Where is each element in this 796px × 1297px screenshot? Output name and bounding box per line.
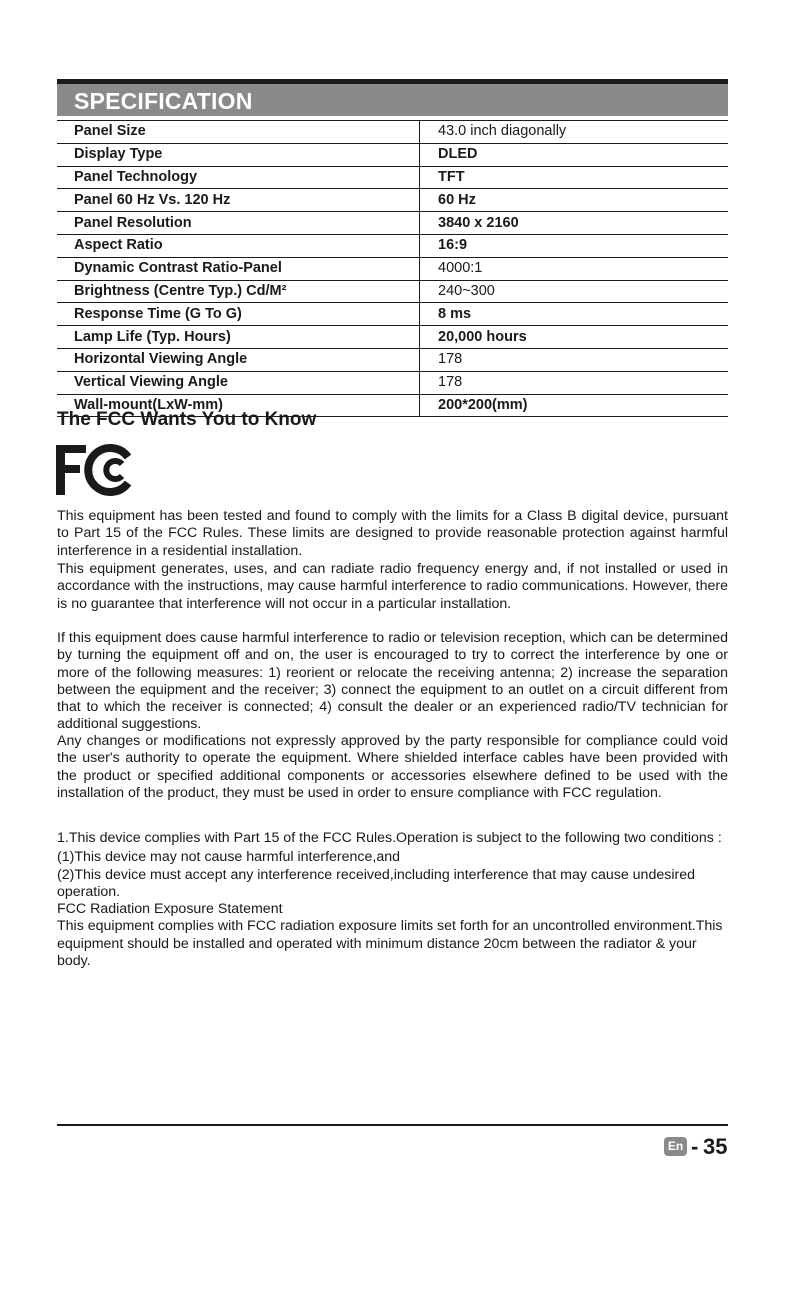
table-row — [57, 280, 728, 303]
table-row — [57, 143, 728, 166]
specification-header — [57, 79, 728, 116]
spec-label: Panel Resolution — [57, 212, 420, 235]
conditions-line: (2)This device must accept any interference received,including interference that may cause undesired operation. — [57, 866, 695, 900]
spec-value: 240~300 — [420, 280, 729, 303]
spec-label: Vertical Viewing Angle — [57, 371, 420, 394]
spec-label: Display Type — [57, 143, 420, 166]
spec-label: Panel Size — [57, 121, 420, 144]
table-row — [57, 166, 728, 189]
table-row — [57, 348, 728, 371]
conditions-line: This equipment complies with FCC radiation exposure limits set forth for an uncontrolled environment.This equipment should be installed and operated with minimum distance 20cm between the radiator & your body. — [57, 918, 723, 970]
fcc-heading: The FCC Wants You to Know — [57, 409, 317, 430]
table-row — [57, 303, 728, 326]
table-row — [57, 326, 728, 349]
spec-value: 20,000 hours — [420, 326, 729, 349]
spec-label: Response Time (G To G) — [57, 303, 420, 326]
spec-value: DLED — [420, 143, 729, 166]
fcc-paragraph: Any changes or modifications not expressly approved by the party responsible for compliance could void the user's authority to operate the equipment. Where shielded interface cables have been provided with the product or specified additional components or accessories elsewhere defined to be used with the installation of the product, they must be used in order to ensure compliance with FCC regulation. — [57, 733, 728, 801]
table-row — [57, 371, 728, 394]
spec-label: Panel Technology — [57, 166, 420, 189]
spec-value: 4000:1 — [420, 257, 729, 280]
section-title: SPECIFICATION — [74, 88, 253, 114]
spec-label: Wall-mount(LxW-mm) — [57, 394, 420, 417]
language-badge: En — [664, 1137, 687, 1156]
fcc-paragraph: If this equipment does cause harmful interference to radio or television reception, which can be determined by turning the equipment off and on, the user is encouraged to try to correct the interference by one or more of the following measures: 1) reorient or relocate the receiving antenna; 2) increase the separation between the equipment and the receiver; 3) connect the equipment to an outlet on a circuit different from that to which the receiver is connected; 4) consult the dealer or an experienced radio/TV technician for additional suggestions. — [57, 630, 728, 733]
fcc-conditions — [57, 830, 728, 970]
fcc-paragraph: This equipment generates, uses, and can radiate radio frequency energy and, if not installed or used in accordance with the instructions, may cause harmful interference to radio communications. However, there is no guarantee that interference will not occur in a particular installation. — [57, 561, 728, 612]
table-row — [57, 257, 728, 280]
page-number: 35 — [703, 1134, 728, 1159]
fcc-logo-icon — [54, 443, 136, 497]
spec-value: 8 ms — [420, 303, 729, 326]
conditions-line: 1.This device complies with Part 15 of the FCC Rules.Operation is subject to the following two conditions : — [57, 830, 722, 846]
conditions-line: (1)This device may not cause harmful interference,and — [57, 849, 401, 866]
table-row — [57, 121, 728, 144]
spec-label: Lamp Life (Typ. Hours) — [57, 326, 420, 349]
spec-value: TFT — [420, 166, 729, 189]
table-row — [57, 234, 728, 257]
spec-label: Brightness (Centre Typ.) Cd/M² — [57, 280, 420, 303]
footer-divider — [57, 1124, 728, 1126]
spec-value: 16:9 — [420, 234, 729, 257]
page-separator: - — [691, 1134, 699, 1159]
spec-value: 178 — [420, 371, 729, 394]
fcc-paragraph: This equipment has been tested and found to comply with the limits for a Class B digital device, pursuant to Part 15 of the FCC Rules. These limits are designed to provide reasonable protection against harmful interference in a residential installation. — [57, 508, 728, 559]
specification-table — [57, 120, 728, 417]
table-row — [57, 189, 728, 212]
spec-label: Aspect Ratio — [57, 234, 420, 257]
spec-value: 178 — [420, 348, 729, 371]
conditions-line: FCC Radiation Exposure Statement — [57, 901, 283, 918]
spec-value: 43.0 inch diagonally — [420, 121, 729, 144]
spec-label: Dynamic Contrast Ratio-Panel — [57, 257, 420, 280]
spec-label: Horizontal Viewing Angle — [57, 348, 420, 371]
spec-value: 3840 x 2160 — [420, 212, 729, 235]
spec-value: 60 Hz — [420, 189, 729, 212]
table-row — [57, 212, 728, 235]
spec-value: 200*200(mm) — [420, 394, 729, 417]
spec-label: Panel 60 Hz Vs. 120 Hz — [57, 189, 420, 212]
